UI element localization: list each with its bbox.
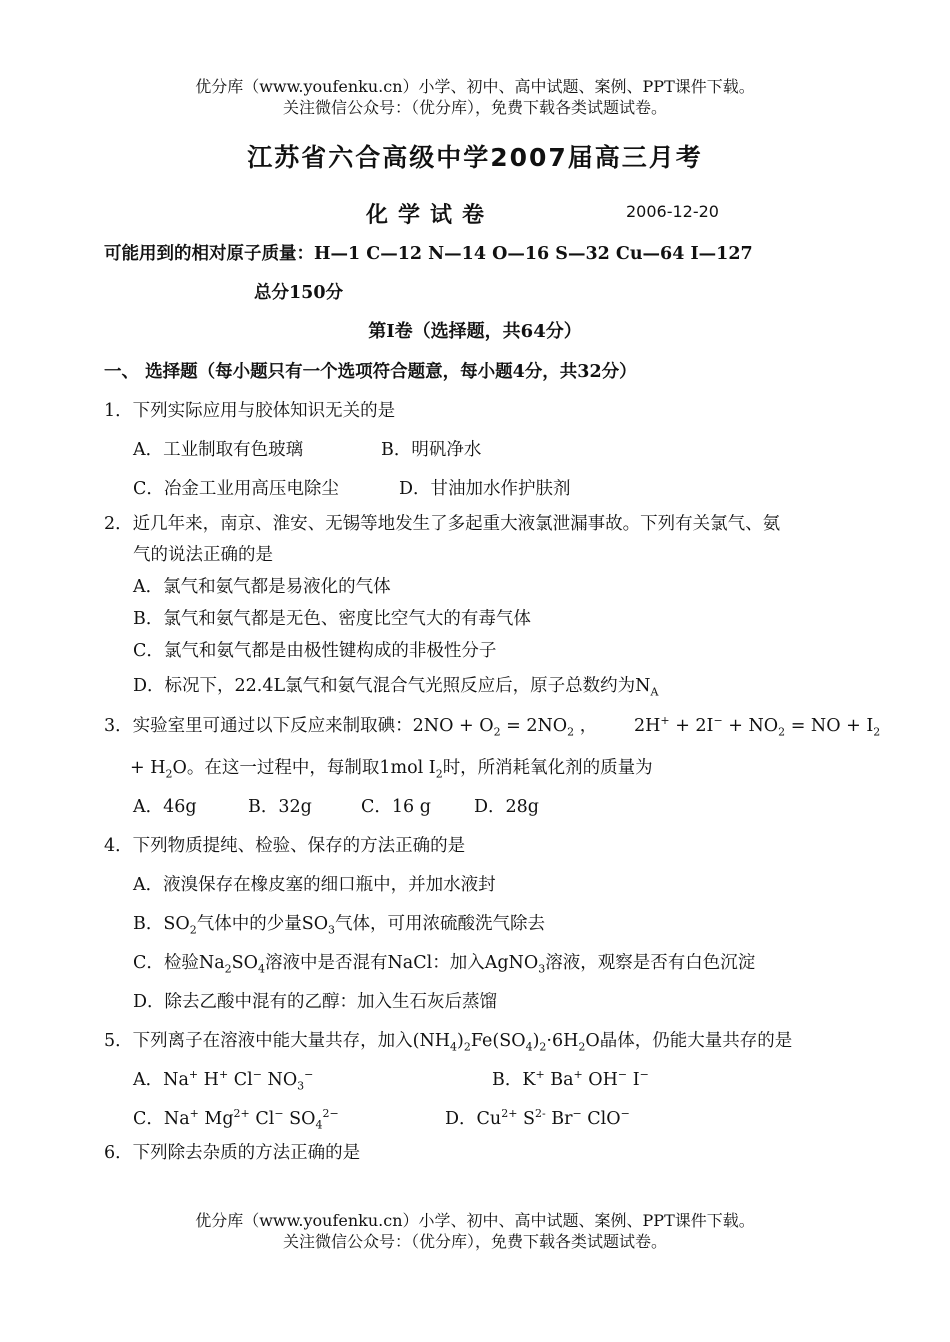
question-3-stem-line-2: + $H_2O$。在这一过程中，每制取1mol $I_2$时，所消耗氧化剂的质量为 [130, 758, 653, 781]
footer-line-1: 优分库（www.youfenku.cn）小学、初中、高中试题、案例、PPT课件下载。 [195, 1211, 755, 1230]
question-5-option-d: D．$Cu^{2+}$ $S^{2-}$ Br− ClO− [445, 1107, 630, 1129]
exam-subtitle: 化学试卷 [366, 203, 495, 228]
question-2-option-d: D．标况下，22.4L氯气和氨气混合气光照反应后，原子总数约为$N_A$ [133, 676, 659, 699]
question-3-stem-line-1: 3．实验室里可通过以下反应来制取碘：$2NO + O_2 = 2NO_2$ ， [104, 716, 598, 739]
total-score: 总分150分 [254, 283, 344, 303]
section-heading: 一、 选择题（每小题只有一个选项符合题意，每小题4分，共32分） [104, 362, 637, 382]
question-4-option-a: A．液溴保存在橡皮塞的细口瓶中，并加水液封 [133, 875, 496, 895]
question-2-option-a: A．氯气和氨气都是易液化的气体 [133, 577, 391, 597]
question-3-option-c: C．16 g [361, 797, 431, 817]
question-4-option-b: B．$SO_2$气体中的少量$SO_3$气体，可用浓硫酸洗气除去 [133, 914, 546, 937]
question-5-option-c: C．Na+ $Mg^{2+}$ Cl− $SO_4^{2-}$ [133, 1107, 339, 1132]
exam-date: 2006-12-20 [626, 202, 719, 221]
question-6-stem: 6．下列除去杂质的方法正确的是 [104, 1143, 361, 1163]
question-5-option-b: B．K+ Ba+ OH− I− [492, 1068, 649, 1090]
question-3-option-b: B．32g [248, 797, 312, 817]
atomic-masses: 可能用到的相对原子质量：H—1 C—12 N—14 O—16 S—32 Cu—64 I—127 [104, 244, 753, 264]
header-line-1: 优分库（www.youfenku.cn）小学、初中、高中试题、案例、PPT课件下载。 [195, 77, 755, 96]
question-3-option-d: D．28g [474, 797, 540, 817]
question-4-option-d: D．除去乙酸中混有的乙醇：加入生石灰后蒸馏 [133, 992, 498, 1012]
question-2-stem-line-1: 2．近几年来，南京、淮安、无锡等地发生了多起重大液氯泄漏事故。下列有关氯气、氨 [104, 514, 781, 534]
question-1-option-b: B．明矾净水 [381, 440, 482, 460]
question-4-stem: 4．下列物质提纯、检验、保存的方法正确的是 [104, 836, 466, 856]
question-1-option-d: D．甘油加水作护肤剂 [399, 479, 571, 499]
question-1-option-c: C．冶金工业用高压电除尘 [133, 479, 339, 499]
question-2-option-b: B．氯气和氨气都是无色、密度比空气大的有毒气体 [133, 609, 531, 629]
question-5-option-a: A．Na+ H+ Cl− $NO_3^-$ [133, 1068, 314, 1093]
question-1-stem: 1．下列实际应用与胶体知识无关的是 [104, 401, 396, 421]
volume-heading: 第I卷（选择题，共64分） [368, 321, 582, 342]
question-3-equation-2: $2H^+ + 2I^- + NO_2$ = NO + $I_2$ [634, 714, 881, 739]
question-5-stem: 5．下列离子在溶液中能大量共存，加入$(NH_4)_2Fe(SO_4)_2\cdot 6H_2O$晶体，仍能大量共存的是 [104, 1031, 793, 1054]
footer-line-2: 关注微信公众号：（优分库），免费下载各类试题试卷。 [282, 1232, 667, 1251]
question-2-stem-line-2: 气的说法正确的是 [133, 545, 273, 565]
exam-title: 江苏省六合高级中学2007届高三月考 [247, 143, 703, 172]
question-2-option-c: C．氯气和氨气都是由极性键构成的非极性分子 [133, 641, 497, 661]
question-1-option-a: A．工业制取有色玻璃 [133, 440, 304, 460]
question-3-option-a: A．46g [133, 797, 197, 817]
question-4-option-c: C．检验$Na_2SO_4$溶液中是否混有NaCl：加入AgNO$_3$溶液，观察是否有白色沉淀 [133, 953, 756, 976]
header-line-2: 关注微信公众号：（优分库），免费下载各类试题试卷。 [282, 98, 667, 117]
